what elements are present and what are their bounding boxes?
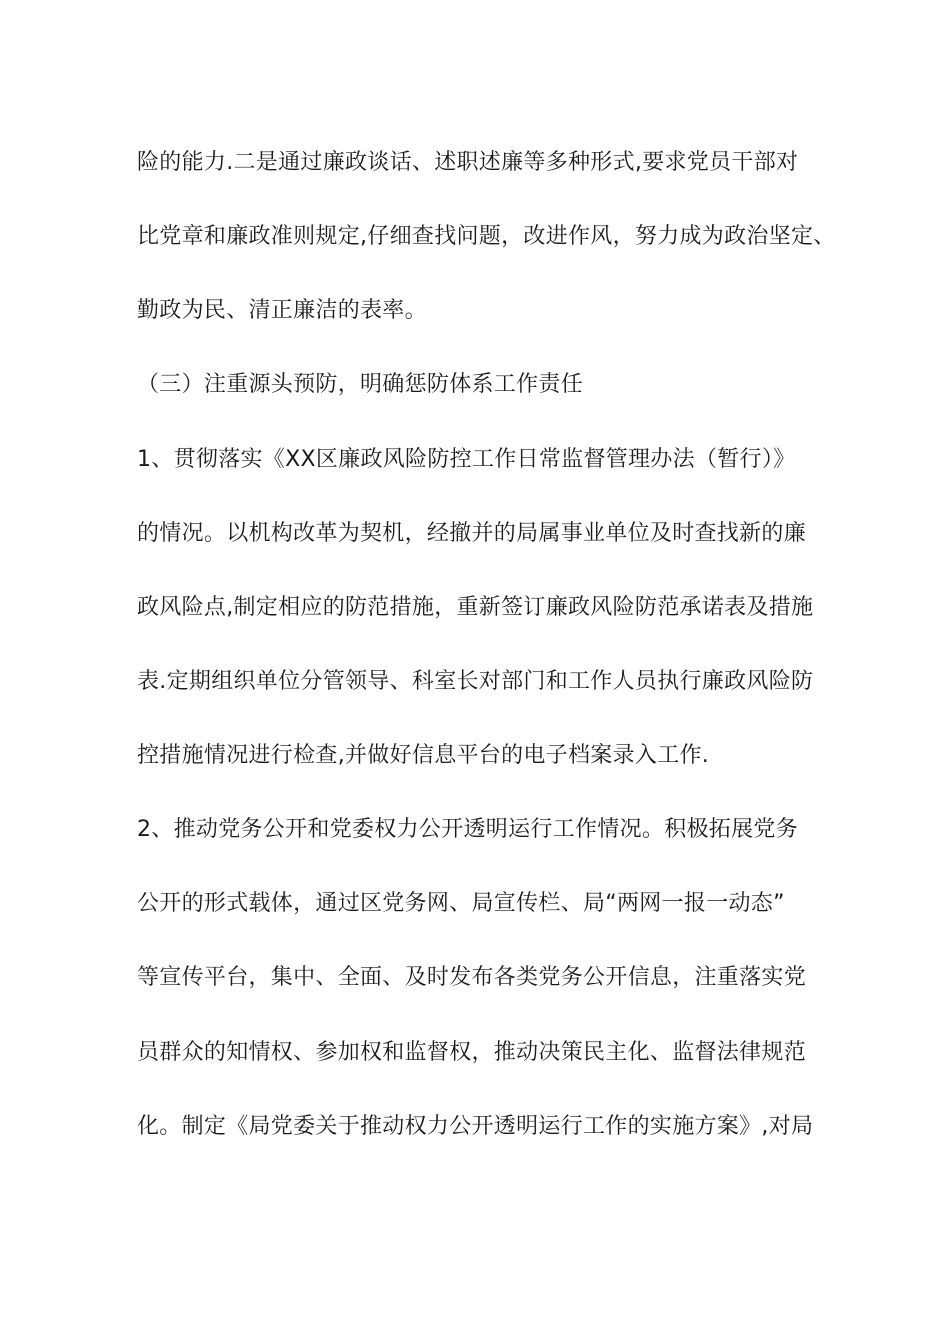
paragraph-line: 1、贯彻落实《XX区廉政风险防控工作日常监督管理办法（暂行）》 bbox=[137, 447, 796, 472]
paragraph-line: 政风险点,制定相应的防范措施，重新签订廉政风险防范承诺表及措施 bbox=[137, 595, 814, 620]
paragraph-line: 公开的形式载体，通过区党务网、局宣传栏、局“两网一报一动态” bbox=[137, 891, 785, 916]
paragraph-line: 化。制定《局党委关于推动权力公开透明运行工作的实施方案》,对局 bbox=[137, 1114, 814, 1139]
paragraph-line: 勤政为民、清正廉洁的表率。 bbox=[137, 298, 427, 323]
paragraph-line: 表.定期组织单位分管领导、科室长对部门和工作人员执行廉政风险防 bbox=[137, 669, 814, 694]
paragraph-line: 2、推动党务公开和党委权力公开透明运行工作情况。积极拓展党务 bbox=[137, 817, 798, 842]
section-heading: （三）注重源头预防，明确惩防体系工作责任 bbox=[137, 372, 584, 397]
paragraph-line: 比党章和廉政准则规定,仔细查找问题，改进作风，努力成为政治坚定、 bbox=[137, 224, 836, 249]
paragraph-line: 控措施情况进行检查,并做好信息平台的电子档案录入工作. bbox=[137, 743, 710, 768]
paragraph-line: 等宣传平台，集中、全面、及时发布各类党务公开信息，注重落实党 bbox=[137, 965, 807, 990]
paragraph-line: 的情况。以机构改革为契机，经撤并的局属事业单位及时查找新的廉 bbox=[137, 521, 807, 546]
paragraph-line: 险的能力.二是通过廉政谈话、述职述廉等多种形式,要求党员干部对 bbox=[137, 150, 799, 175]
paragraph-line: 员群众的知情权、参加权和监督权，推动决策民主化、监督法律规范 bbox=[137, 1040, 807, 1065]
